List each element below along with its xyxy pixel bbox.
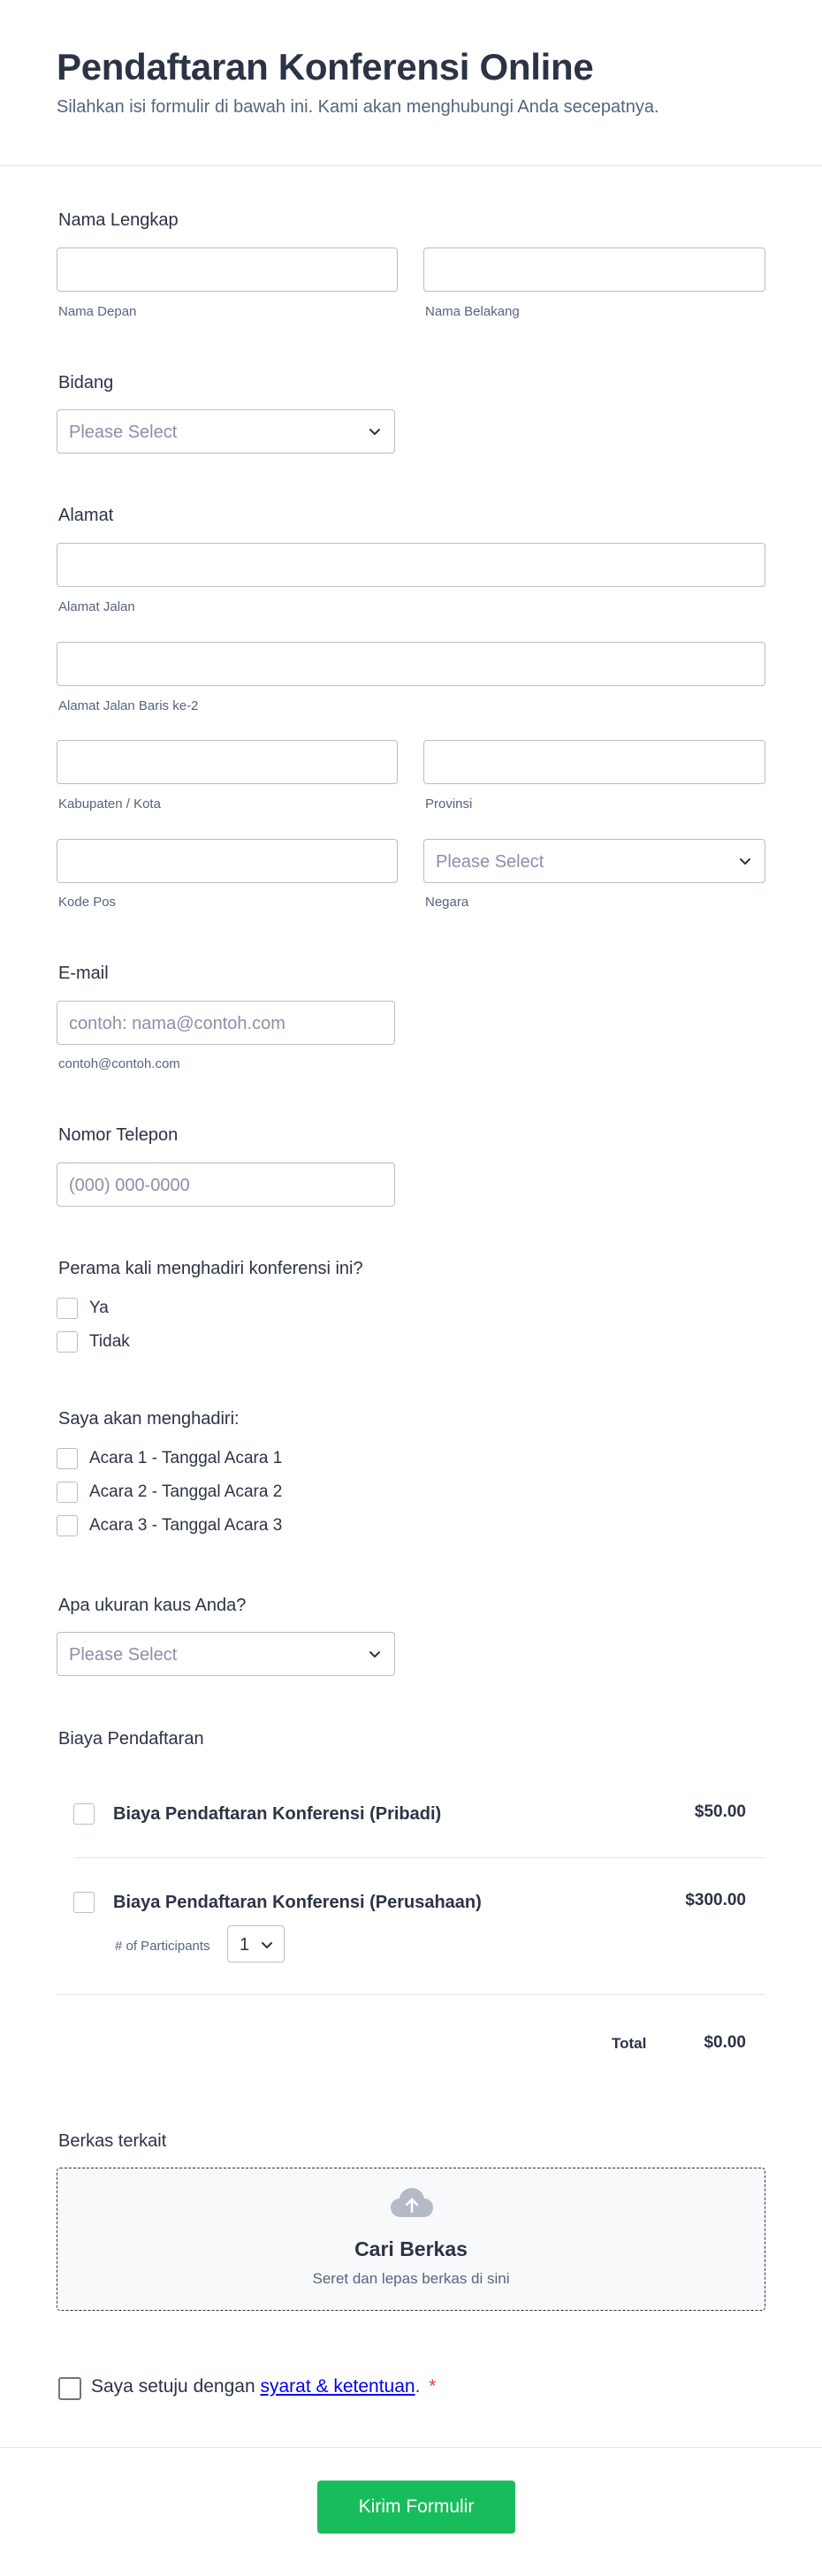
- product-personal-price: $50.00: [694, 1802, 746, 1821]
- chevron-down-icon: [366, 1645, 384, 1663]
- shirt-size-select[interactable]: [57, 1632, 395, 1676]
- participants-label: # of Participants: [115, 1939, 210, 1954]
- chevron-down-icon: [258, 1936, 276, 1954]
- fees-label: Biaya Pendaftaran: [58, 1729, 204, 1749]
- attend-event1-checkbox[interactable]: [57, 1448, 78, 1469]
- required-mark: *: [429, 2376, 437, 2397]
- country-select[interactable]: [423, 839, 765, 883]
- submit-button[interactable]: Kirim Formulir: [317, 2481, 515, 2534]
- phone-input[interactable]: [57, 1162, 395, 1207]
- files-label: Berkas terkait: [58, 2131, 167, 2151]
- attend-event3-label: Acara 3 - Tanggal Acara 3: [89, 1516, 283, 1535]
- total-value: $0.00: [704, 2033, 746, 2052]
- address-label: Alamat: [58, 506, 114, 525]
- terms-link[interactable]: syarat & ketentuan: [260, 2376, 415, 2397]
- product-company-name: Biaya Pendaftaran Konferensi (Perusahaan): [113, 1893, 482, 1912]
- terms-suffix: .: [415, 2376, 421, 2397]
- field-select-value: Please Select: [69, 423, 178, 442]
- first-name-input[interactable]: [57, 248, 398, 292]
- first-name-sublabel: Nama Depan: [58, 304, 137, 319]
- phone-label: Nomor Telepon: [58, 1125, 179, 1145]
- attend-event3-checkbox[interactable]: [57, 1515, 78, 1536]
- attend-event2-label: Acara 2 - Tanggal Acara 2: [89, 1482, 283, 1501]
- total-label: Total: [612, 2035, 647, 2052]
- province-sublabel: Provinsi: [425, 796, 473, 812]
- street2-input[interactable]: [57, 642, 765, 686]
- first-time-label: Perama kali menghadiri konferensi ini?: [58, 1259, 363, 1278]
- product-company-checkbox[interactable]: [73, 1892, 95, 1913]
- drag-drop-hint: Seret dan lepas berkas di sini: [312, 2270, 510, 2287]
- chevron-down-icon: [366, 423, 384, 440]
- product-company-price: $300.00: [685, 1891, 746, 1909]
- total-divider: [57, 1994, 765, 1995]
- form-header: [0, 0, 822, 166]
- province-input[interactable]: [423, 740, 765, 784]
- email-sublabel: contoh@contoh.com: [58, 1056, 180, 1071]
- file-upload-dropzone[interactable]: [57, 2168, 765, 2311]
- cloud-upload-icon: [391, 2188, 433, 2218]
- street2-sublabel: Alamat Jalan Baris ke-2: [58, 698, 199, 713]
- phone-placeholder: (000) 000-0000: [69, 1176, 190, 1195]
- terms-text: [91, 2376, 436, 2397]
- city-sublabel: Kabupaten / Kota: [58, 796, 161, 812]
- field-label: Bidang: [58, 373, 114, 392]
- terms-prefix: Saya setuju dengan: [91, 2376, 261, 2397]
- email-placeholder: contoh: nama@contoh.com: [69, 1014, 285, 1033]
- first-time-no-checkbox[interactable]: [57, 1331, 78, 1353]
- postal-code-sublabel: Kode Pos: [58, 895, 117, 910]
- last-name-input[interactable]: [423, 248, 765, 292]
- first-time-no-label: Tidak: [89, 1332, 130, 1351]
- email-input[interactable]: [57, 1001, 395, 1045]
- participants-select[interactable]: [227, 1925, 285, 1962]
- postal-code-input[interactable]: [57, 839, 398, 883]
- form-title: Pendaftaran Konferensi Online: [57, 46, 594, 88]
- attend-event1-label: Acara 1 - Tanggal Acara 1: [89, 1449, 283, 1467]
- first-time-yes-label: Ya: [89, 1299, 109, 1317]
- street-input[interactable]: [57, 543, 765, 587]
- last-name-sublabel: Nama Belakang: [425, 304, 520, 319]
- email-label: E-mail: [58, 964, 109, 983]
- product-divider: [74, 1857, 765, 1858]
- attend-event2-checkbox[interactable]: [57, 1482, 78, 1503]
- field-select[interactable]: [57, 409, 395, 453]
- form-subtitle: Silahkan isi formulir di bawah ini. Kami akan menghubungi Anda secepatnya.: [57, 97, 659, 117]
- browse-files-button[interactable]: Cari Berkas: [354, 2237, 468, 2260]
- participants-value: 1: [240, 1935, 250, 1955]
- terms-checkbox[interactable]: [58, 2377, 81, 2400]
- first-time-yes-checkbox[interactable]: [57, 1298, 78, 1319]
- footer-divider: [0, 2447, 822, 2448]
- city-input[interactable]: [57, 740, 398, 784]
- full-name-label: Nama Lengkap: [58, 210, 179, 230]
- country-select-value: Please Select: [436, 852, 544, 872]
- attend-label: Saya akan menghadiri:: [58, 1409, 240, 1429]
- street-sublabel: Alamat Jalan: [58, 599, 135, 614]
- shirt-size-label: Apa ukuran kaus Anda?: [58, 1596, 247, 1615]
- product-personal-name: Biaya Pendaftaran Konferensi (Pribadi): [113, 1804, 442, 1824]
- shirt-size-select-value: Please Select: [69, 1645, 178, 1665]
- chevron-down-icon: [736, 852, 754, 870]
- country-sublabel: Negara: [425, 895, 469, 910]
- product-personal-checkbox[interactable]: [73, 1803, 95, 1825]
